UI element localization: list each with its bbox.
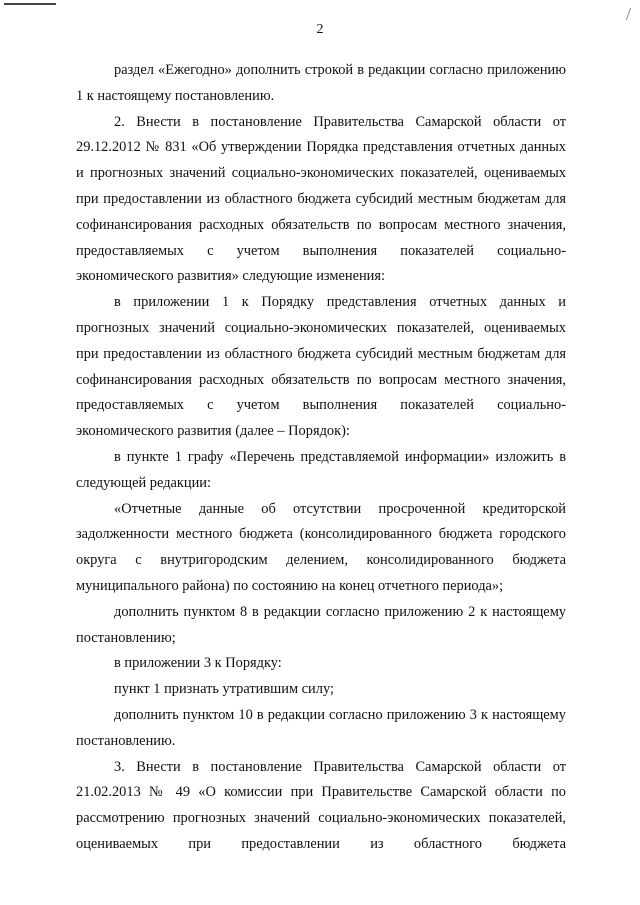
paragraph-quoted-reporting-data: «Отчетные данные об отсутствии просроченной кредиторской задолженности местного бюджета (консолидированного бюджета городского округа с внутригородским делением, консолидированного бюджета муниципального района) по состоянию на конец отчетного периода»; bbox=[76, 500, 566, 594]
paragraph-appendix-1-order: в приложении 1 к Порядку представления отчетных данных и прогнозных значений социально-экономических показателей, оцениваемых при предоставлении из областного бюджета субсидий местным бюджетам для софинансирования расходных обязательств по вопросам местного значения, предоставляемых с учетом выполнения показателей социально-экономического развития (далее – Порядок): bbox=[76, 294, 566, 440]
document-body bbox=[76, 58, 566, 858]
paragraph-add-point-10: дополнить пунктом 10 в редакции согласно приложению 3 к настоящему постановлению. bbox=[76, 706, 566, 749]
page-number: 2 bbox=[316, 22, 324, 37]
paragraph-item-2-amend-831: 2. Внести в постановление Правительства Самарской области от 29.12.2012 № 831 «Об утверждении Порядка представления отчетных данных и прогнозных значений социально-экономических показателей, оцениваемых при предоставлении из областного бюджета субсидий местным бюджетам для софинансирования расходных обязательств по вопросам местного значения, предоставляемых с учетом выполнения показателей социально-экономического развития» следующие изменения: bbox=[76, 113, 566, 285]
paragraph-point-1-void: пункт 1 признать утратившим силу; bbox=[114, 681, 334, 698]
paragraph-add-point-8: дополнить пунктом 8 в редакции согласно приложению 2 к настоящему постановлению; bbox=[76, 603, 566, 646]
scan-edge-mark bbox=[4, 3, 56, 5]
paragraph-point-1-column: в пункте 1 графу «Перечень представляемой информации» изложить в следующей редакции: bbox=[76, 448, 566, 491]
paragraph-section-annual: раздел «Ежегодно» дополнить строкой в редакции согласно приложению 1 к настоящему постановлению. bbox=[76, 62, 566, 104]
paragraph-item-3-amend-49: 3. Внести в постановление Правительства Самарской области от 21.02.2013 № 49 «О комиссии при Правительстве Самарской области по рассмотрению прогнозных значений социально-экономических показателей, оцениваемых при предоставлении из областного бюджета bbox=[76, 758, 566, 852]
paragraph-appendix-3-order: в приложении 3 к Порядку: bbox=[114, 655, 282, 672]
scan-corner-mark bbox=[604, 8, 631, 20]
